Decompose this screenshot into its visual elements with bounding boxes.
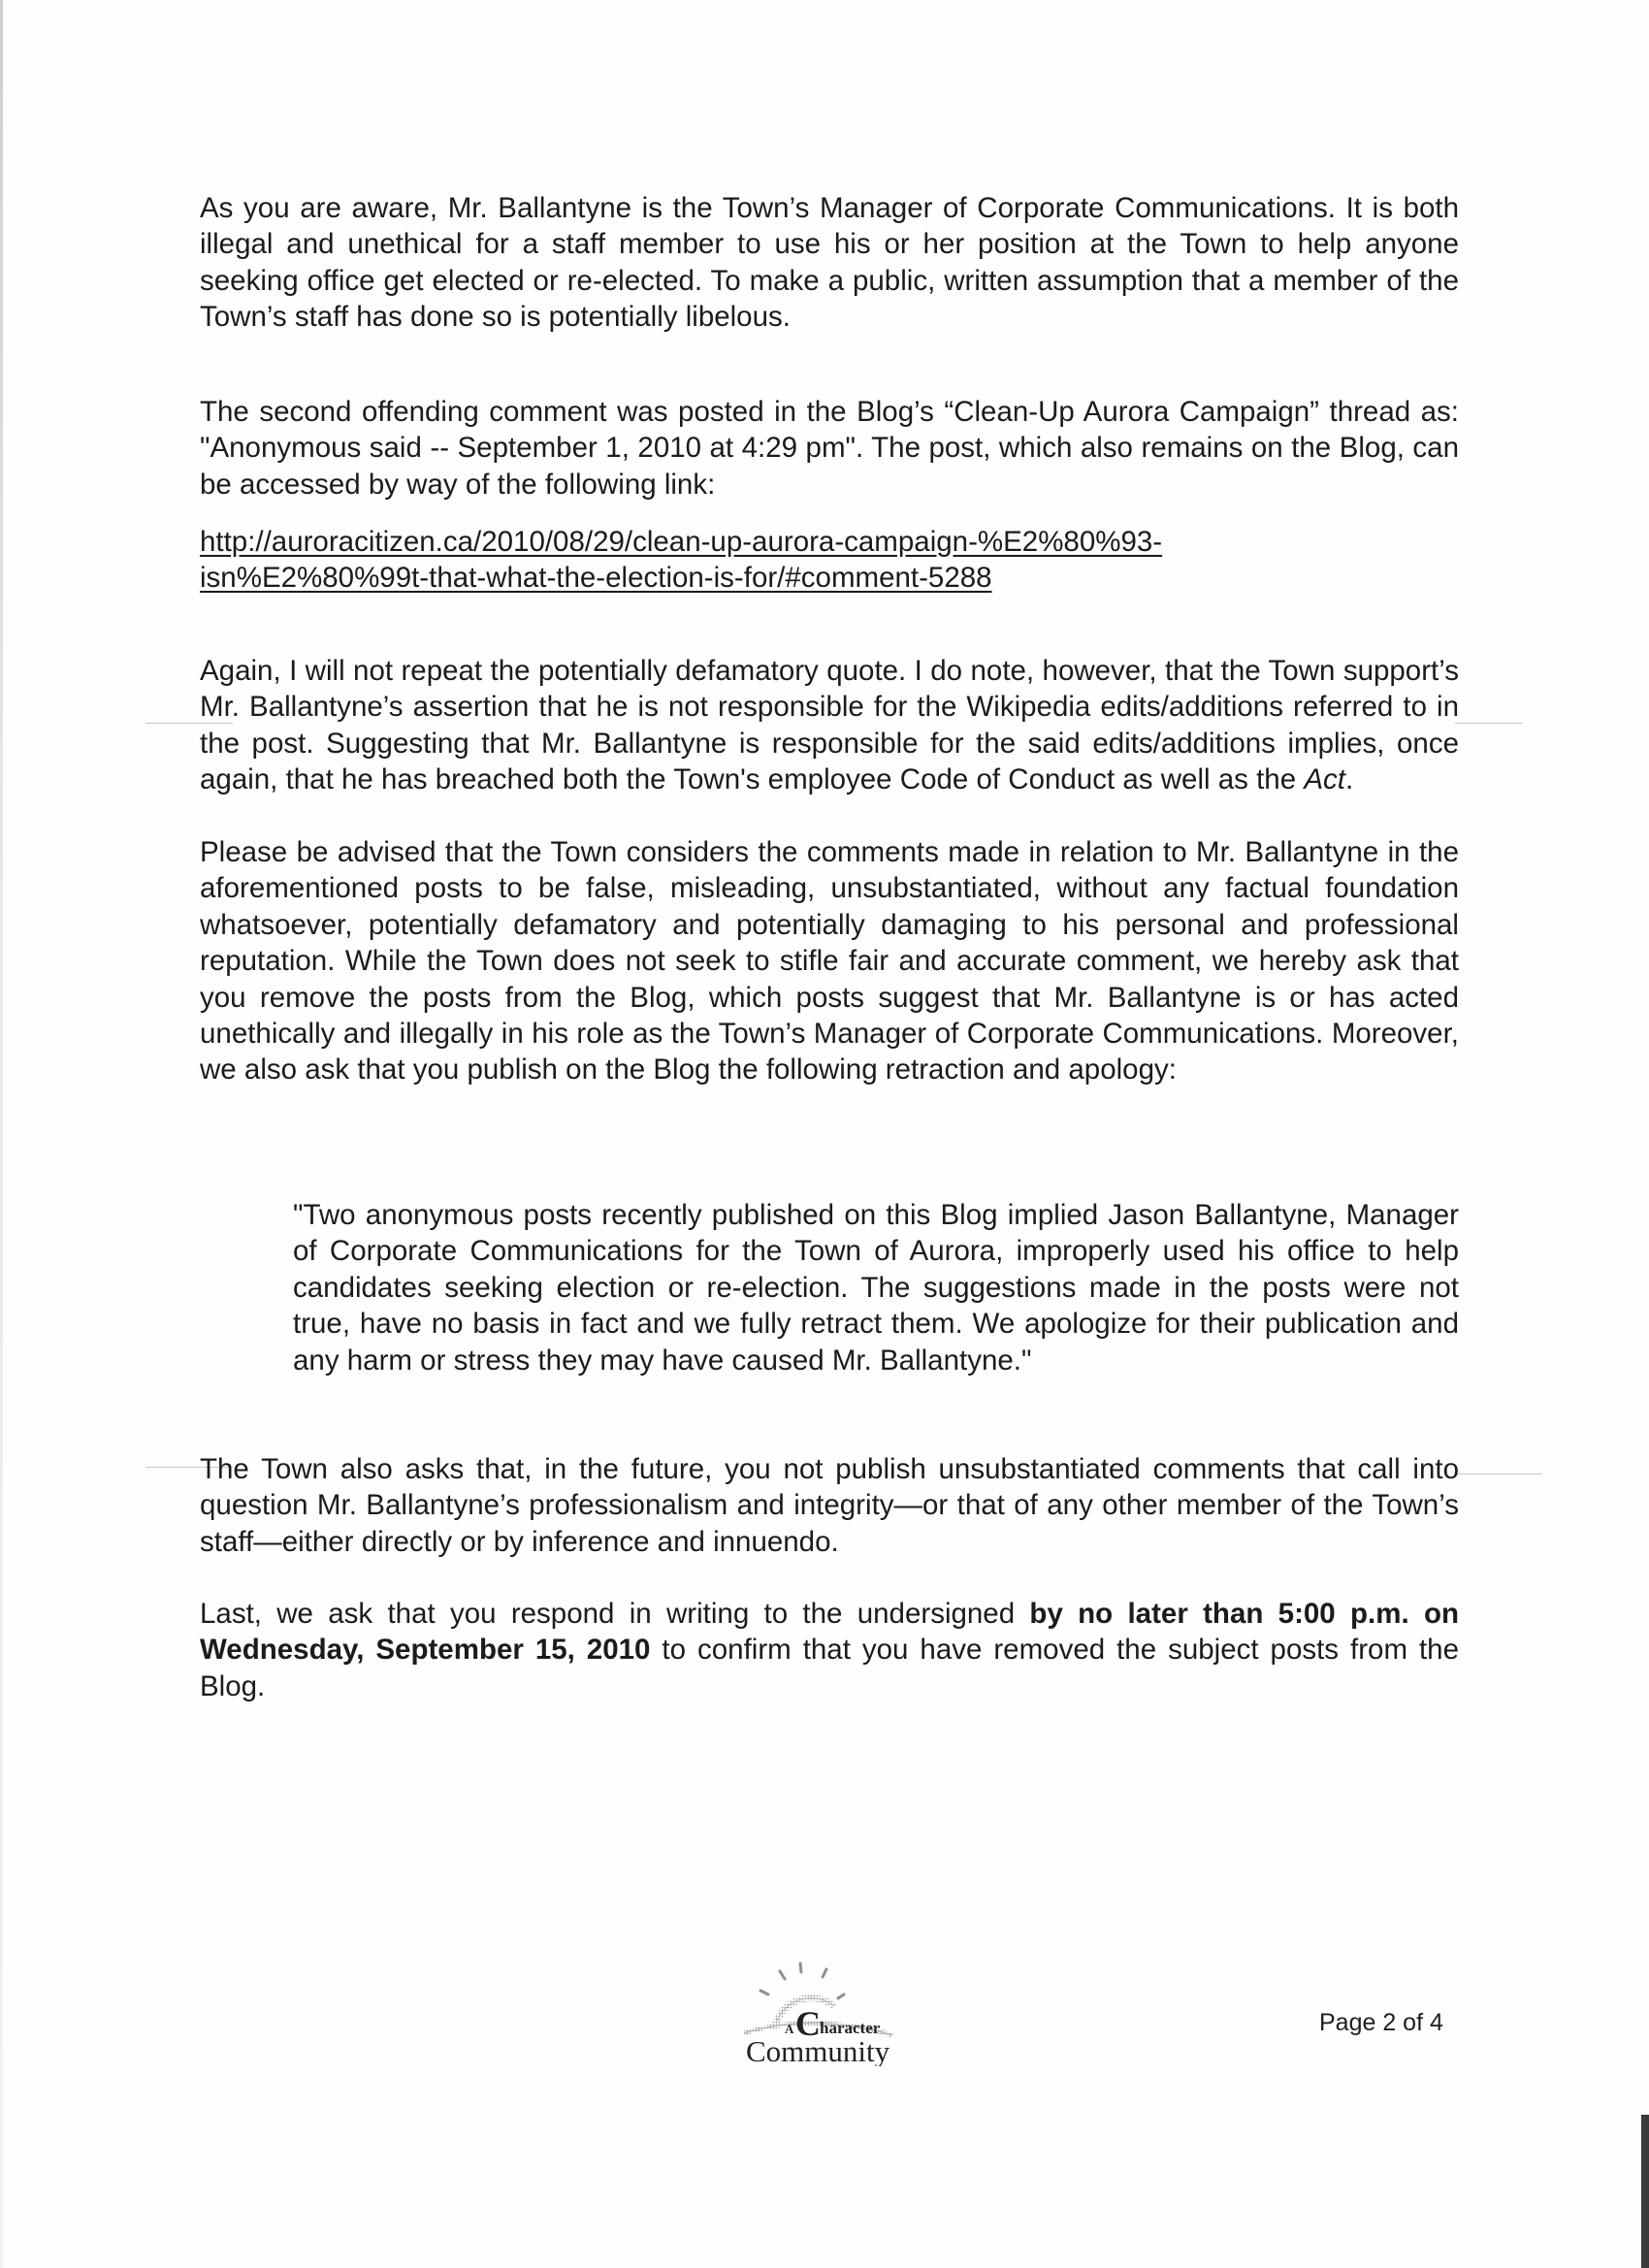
blog-link-line-1[interactable]: http://auroracitizen.ca/2010/08/29/clean-up-aurora-campaign-%E2%80%93- <box>200 526 1163 558</box>
svg-text:A: A <box>785 2022 794 2036</box>
svg-text:Community: Community <box>746 2034 890 2066</box>
paragraph-deadline <box>200 1596 1459 1704</box>
paragraph-end: . <box>1344 763 1354 796</box>
logo-text <box>914 1948 915 1949</box>
paragraph-second-comment: The second offending comment was posted in the Blog’s “Clean-Up Aurora Campaign” thread as: "Anonymous said -- September 1, 2010 at 4:29 pm". The post, which also remains on the Blog, can be accessed by way of the following link: <box>200 396 1459 501</box>
scan-artifact-line <box>1455 723 1523 724</box>
page-number: Page 2 of 4 <box>1319 2009 1443 2036</box>
blog-link[interactable] <box>200 524 1459 597</box>
paragraph-wikipedia-edits <box>200 653 1459 798</box>
svg-text:C: C <box>795 2004 821 2043</box>
paragraph-text: Again, I will not repeat the potentially defamatory quote. I do note, however, that the Town support’s Mr. Ballantyne’s assertion that he is not responsible for the Wikipedia edits/additions referred to in the post. Suggesting that Mr. Ballantyne is responsible for the said edits/additions implies, once again, that he has breached both the Town's employee Code of Conduct as well as the <box>200 655 1459 796</box>
character-community-logo <box>720 1948 914 2066</box>
svg-text:haracter: haracter <box>820 2019 881 2037</box>
paragraph-future-comments: The Town also asks that, in the future, you not publish unsubstantiated comments that call into question Mr. Ballantyne’s professionalism and integrity—or that of any other member of the Town’s staff—either directly or by inference and innuendo. <box>200 1453 1459 1558</box>
paragraph-please-be-advised: Please be advised that the Town considers the comments made in relation to Mr. Ballantyne in the aforementioned posts to be false, misleading, unsubstantiated, without any factual foundation whatsoever, potentially defamatory and potentially damaging to his personal and professional reputation. While the Town does not seek to stifle fair and accurate comment, we hereby ask that you remove the posts from the Blog, which posts suggest that Mr. Ballantyne is or has acted unethically and illegally in his role as the Town’s Manager of Corporate Communications. Moreover, we also ask that you publish on the Blog the following retraction and apology: <box>200 836 1459 1086</box>
sun-rays-icon <box>720 1948 914 2066</box>
scan-edge-right-bar <box>1641 2115 1649 2268</box>
paragraph-text: Last, we ask that you respond in writing to the undersigned <box>200 1598 1030 1630</box>
paragraph-town-manager: As you are aware, Mr. Ballantyne is the Town’s Manager of Corporate Communications. It is both illegal and unethical for a staff member to use his or her position at the Town to help anyone seeking office get elected or re-elected. To make a public, written assumption that a member of the Town’s staff has done so is potentially libelous. <box>200 192 1459 334</box>
retraction-quote: "Two anonymous posts recently published on this Blog implied Jason Ballantyne, Manager of Corporate Communications for the Town of Aurora, improperly used his office to help candidates seeking election or re-election. The suggestions made in the posts were not true, have no basis in fact and we fully retract them. We apologize for their publication and any harm or stress they may have caused Mr. Ballantyne." <box>293 1199 1459 1377</box>
scan-edge-left <box>0 0 3 2268</box>
paragraph-end: to confirm that you have removed the subject posts from the Blog. <box>200 1634 1459 1702</box>
act-reference: Act <box>1304 763 1345 796</box>
blog-link-line-2[interactable]: isn%E2%80%99t-that-what-the-election-is-for/#comment-5288 <box>200 562 992 595</box>
deadline-bold: by no later than 5:00 p.m. on Wednesday, September 15, 2010 <box>200 1598 1459 1667</box>
